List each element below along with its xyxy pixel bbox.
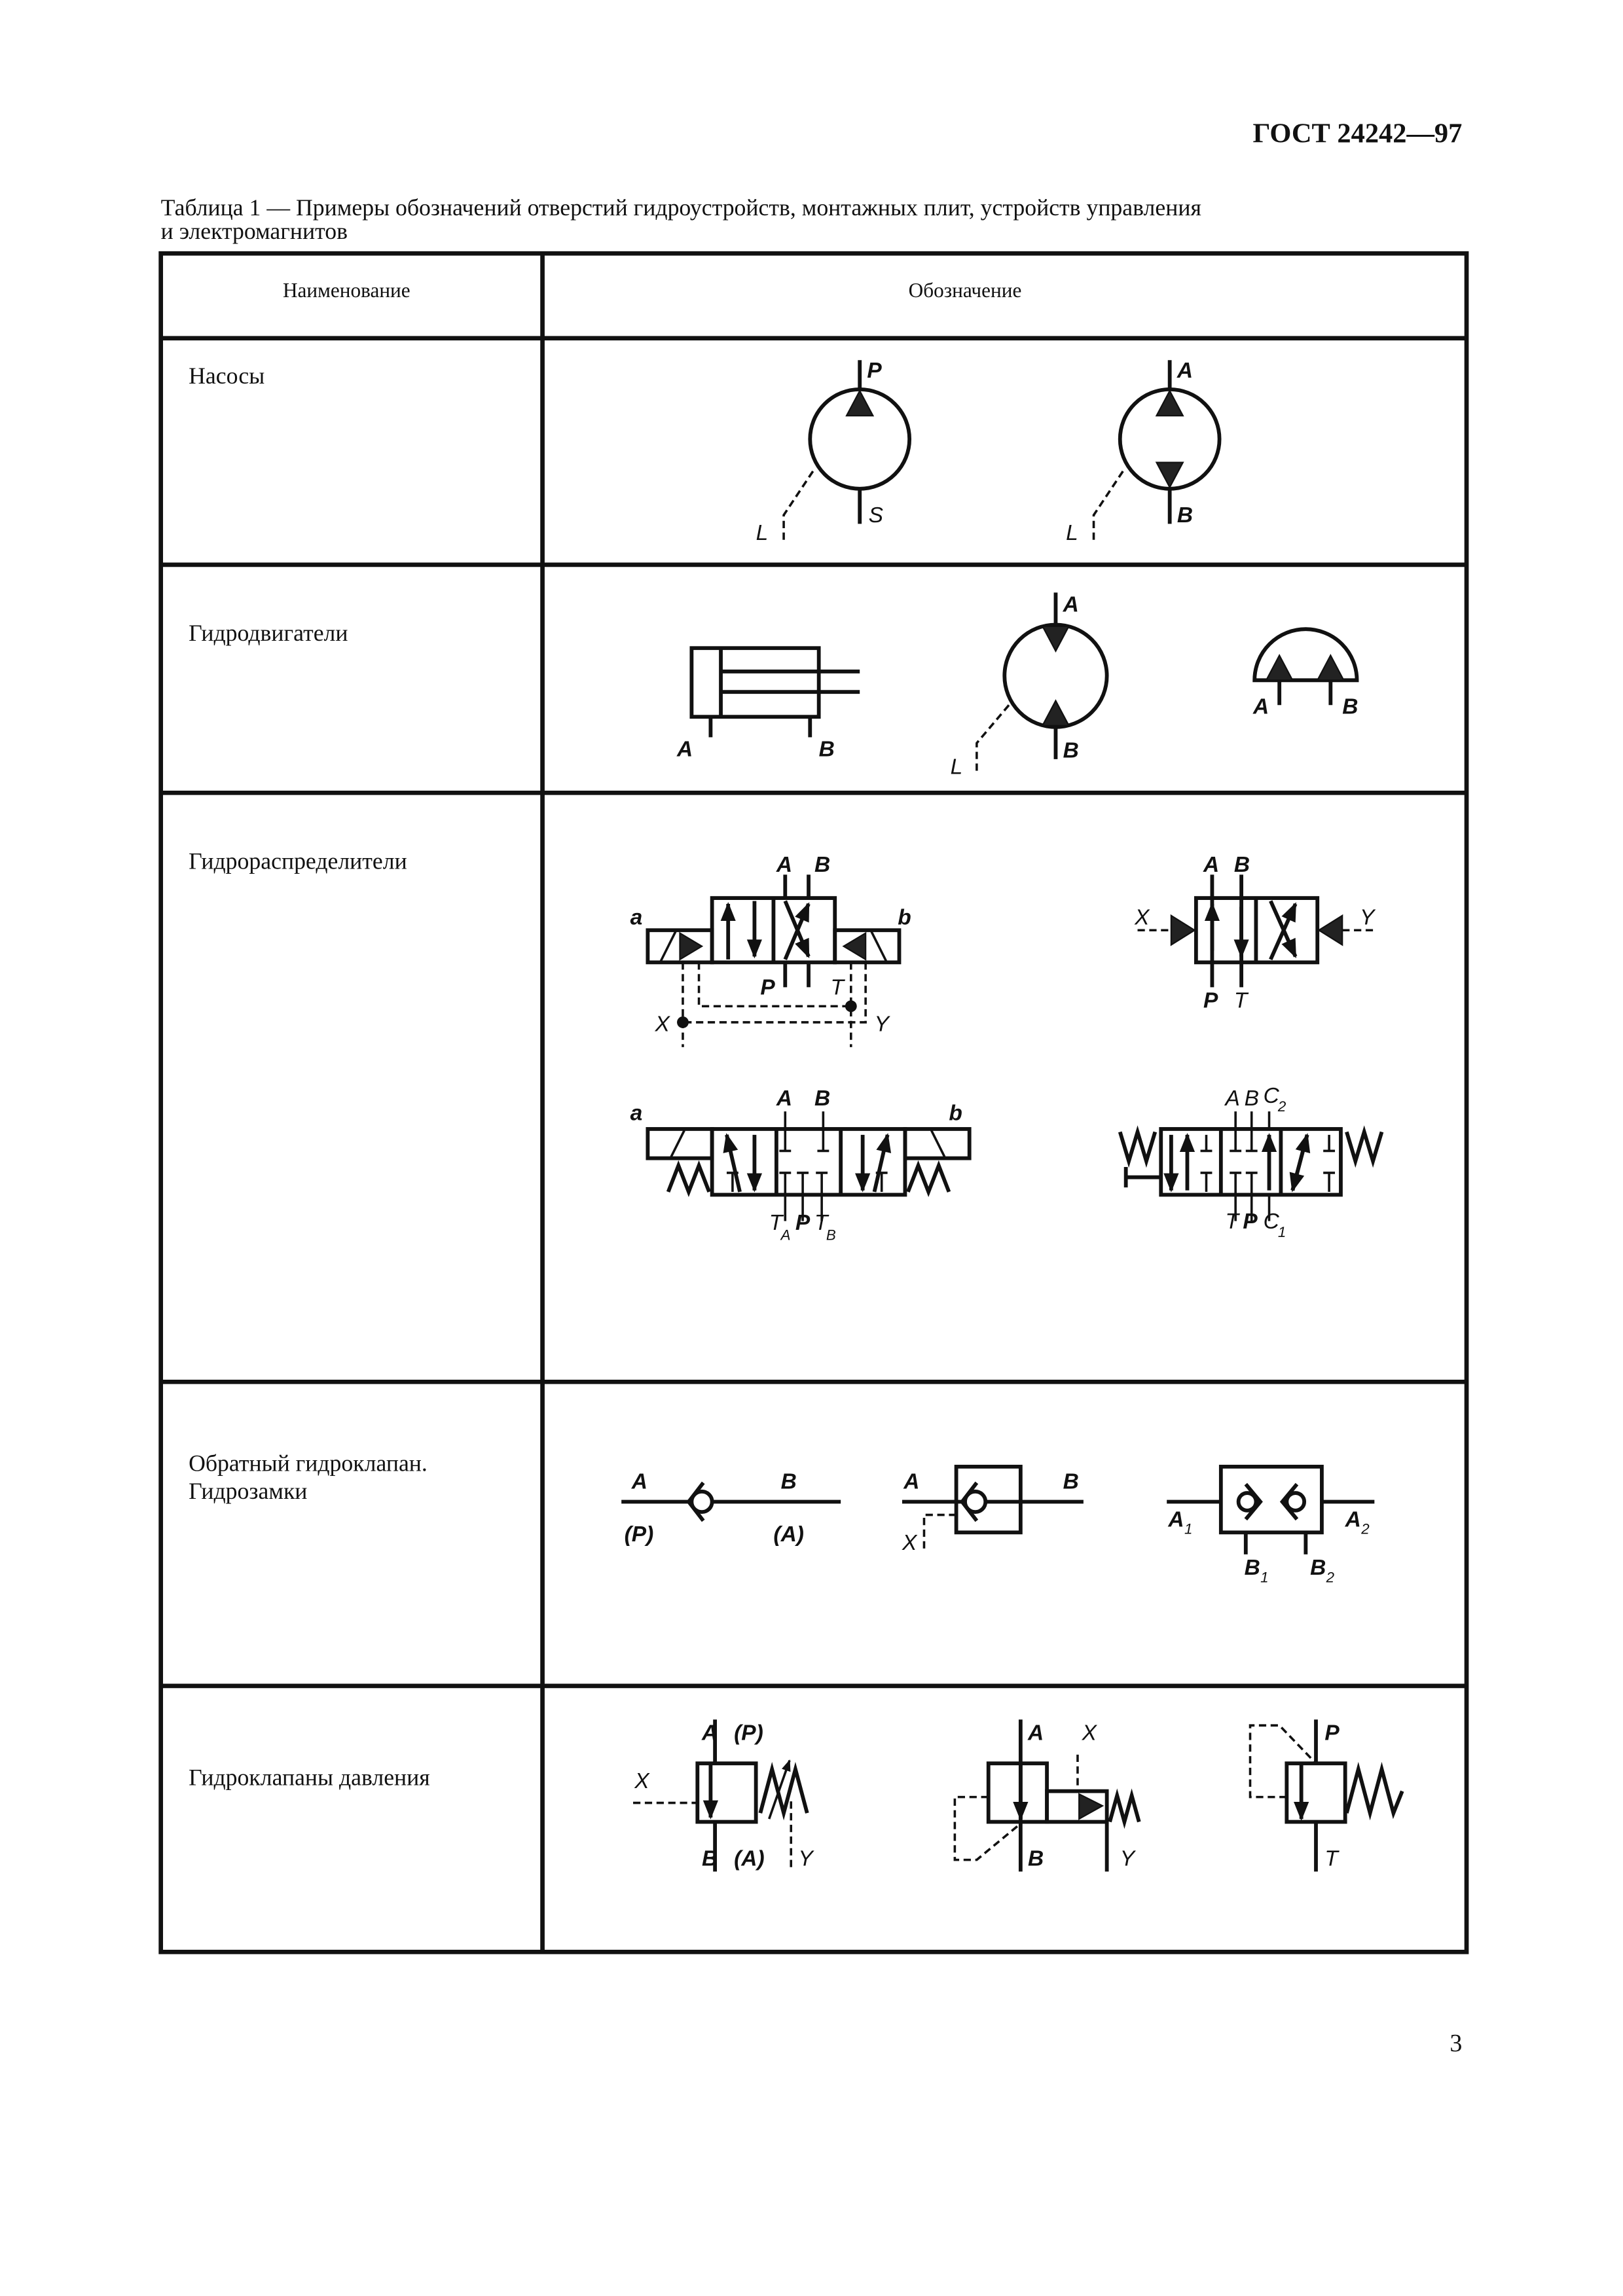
svg-text:B: B <box>1063 1469 1079 1494</box>
directional-valve-1 <box>630 853 911 1047</box>
pump-symbol-2 <box>1066 359 1220 545</box>
svg-text:S: S <box>868 503 883 528</box>
svg-text:P: P <box>1324 1721 1340 1746</box>
svg-text:A: A <box>1168 1507 1184 1532</box>
svg-text:a: a <box>630 905 643 930</box>
row-name-check-valve-2: Гидрозамки <box>189 1478 308 1504</box>
pressure-valve-3 <box>1250 1719 1402 1871</box>
svg-text:B: B <box>1244 1086 1259 1111</box>
svg-text:P: P <box>1203 988 1218 1013</box>
svg-text:A: A <box>776 1086 793 1111</box>
svg-text:(A): (A) <box>734 1846 765 1871</box>
svg-text:P: P <box>760 975 775 1000</box>
column-header-name: Наименование <box>282 279 410 302</box>
svg-text:B: B <box>1028 1846 1044 1871</box>
document-id: ГОСТ 24242—97 <box>1252 118 1463 149</box>
svg-text:A: A <box>1203 852 1220 877</box>
svg-text:A: A <box>701 1721 718 1746</box>
svg-text:Y: Y <box>1359 905 1375 930</box>
svg-text:B: B <box>1063 738 1079 763</box>
svg-text:L: L <box>950 755 963 780</box>
svg-text:C: C <box>1263 1209 1279 1234</box>
svg-text:T: T <box>830 975 845 1000</box>
svg-text:X: X <box>634 1769 649 1794</box>
hydraulic-motor-symbol <box>951 592 1107 779</box>
svg-text:A: A <box>780 1227 791 1244</box>
svg-text:A: A <box>1063 592 1079 617</box>
svg-text:A: A <box>1252 694 1269 719</box>
row-name-distributors: Гидрораспределители <box>189 848 407 874</box>
svg-text:L: L <box>1066 520 1078 545</box>
pump-symbol-1 <box>756 359 910 545</box>
svg-text:X: X <box>902 1531 917 1556</box>
svg-text:P: P <box>795 1211 811 1236</box>
svg-text:Y: Y <box>874 1012 889 1037</box>
svg-text:B: B <box>818 737 835 762</box>
svg-text:A: A <box>1028 1721 1044 1746</box>
svg-text:T: T <box>814 1211 828 1236</box>
svg-text:A: A <box>1225 1086 1240 1111</box>
svg-text:C: C <box>1263 1083 1279 1108</box>
cylinder-symbol <box>676 648 860 761</box>
svg-text:a: a <box>630 1101 643 1126</box>
svg-text:X: X <box>1135 905 1150 930</box>
svg-text:1: 1 <box>1260 1569 1269 1586</box>
svg-text:A: A <box>776 852 793 877</box>
svg-text:T: T <box>1324 1846 1338 1871</box>
directional-valve-2 <box>1134 853 1376 1013</box>
check-valve-symbol <box>621 1469 841 1546</box>
svg-text:B: B <box>814 852 831 877</box>
table-caption-line2: и электромагнитов <box>160 217 348 244</box>
table-caption-line1: Таблица 1 — Примеры обозначений отверстий гидроустройств, монтажных плит, устройств управления <box>160 194 1201 221</box>
svg-text:P: P <box>1243 1209 1258 1234</box>
svg-text:1: 1 <box>1277 1224 1286 1241</box>
svg-text:B: B <box>780 1469 797 1494</box>
svg-text:b: b <box>898 905 911 930</box>
svg-text:b: b <box>949 1101 962 1126</box>
pressure-valve-1 <box>633 1719 814 1871</box>
svg-text:X: X <box>1082 1721 1097 1746</box>
svg-text:B: B <box>701 1846 718 1871</box>
svg-text:(P): (P) <box>734 1721 763 1746</box>
svg-text:A: A <box>903 1469 920 1494</box>
svg-text:T: T <box>1233 988 1248 1013</box>
svg-text:A: A <box>1345 1507 1361 1532</box>
svg-text:X: X <box>655 1012 670 1037</box>
svg-text:B: B <box>1342 694 1359 719</box>
svg-text:2: 2 <box>1326 1569 1335 1586</box>
svg-text:A: A <box>677 737 693 762</box>
svg-text:1: 1 <box>1184 1520 1193 1537</box>
svg-text:B: B <box>826 1227 836 1244</box>
column-header-designation: Обозначение <box>908 279 1022 302</box>
row-name-check-valve: Обратный гидроклапан. <box>189 1450 428 1477</box>
svg-text:B: B <box>1244 1556 1260 1581</box>
svg-text:B: B <box>1233 852 1250 877</box>
row-name-pressure-valves: Гидроклапаны давления <box>189 1764 430 1791</box>
svg-text:B: B <box>1176 503 1194 528</box>
directional-valve-3 <box>630 1086 970 1243</box>
double-pilot-check-valve-symbol <box>1167 1467 1374 1585</box>
svg-text:A: A <box>1176 359 1194 384</box>
rotary-actuator-symbol <box>1252 629 1358 719</box>
row-name-motors: Гидродвигатели <box>189 620 348 647</box>
svg-text:2: 2 <box>1277 1098 1286 1115</box>
directional-valve-4 <box>1120 1084 1382 1240</box>
svg-text:P: P <box>867 359 882 384</box>
pressure-valve-2 <box>955 1719 1139 1871</box>
svg-text:B: B <box>1310 1556 1326 1581</box>
svg-text:2: 2 <box>1361 1520 1370 1537</box>
svg-text:L: L <box>756 520 769 545</box>
svg-text:B: B <box>814 1086 831 1111</box>
svg-text:Y: Y <box>1120 1846 1135 1871</box>
svg-text:(P): (P) <box>624 1522 654 1547</box>
svg-text:Y: Y <box>798 1846 813 1871</box>
svg-text:T: T <box>1225 1209 1239 1234</box>
svg-text:A: A <box>631 1469 648 1494</box>
row-name-pumps: Насосы <box>189 362 265 389</box>
svg-text:T: T <box>769 1211 783 1236</box>
pilot-check-valve-symbol <box>902 1467 1084 1555</box>
svg-text:(A): (A) <box>773 1522 804 1547</box>
page-number: 3 <box>1450 2030 1463 2058</box>
